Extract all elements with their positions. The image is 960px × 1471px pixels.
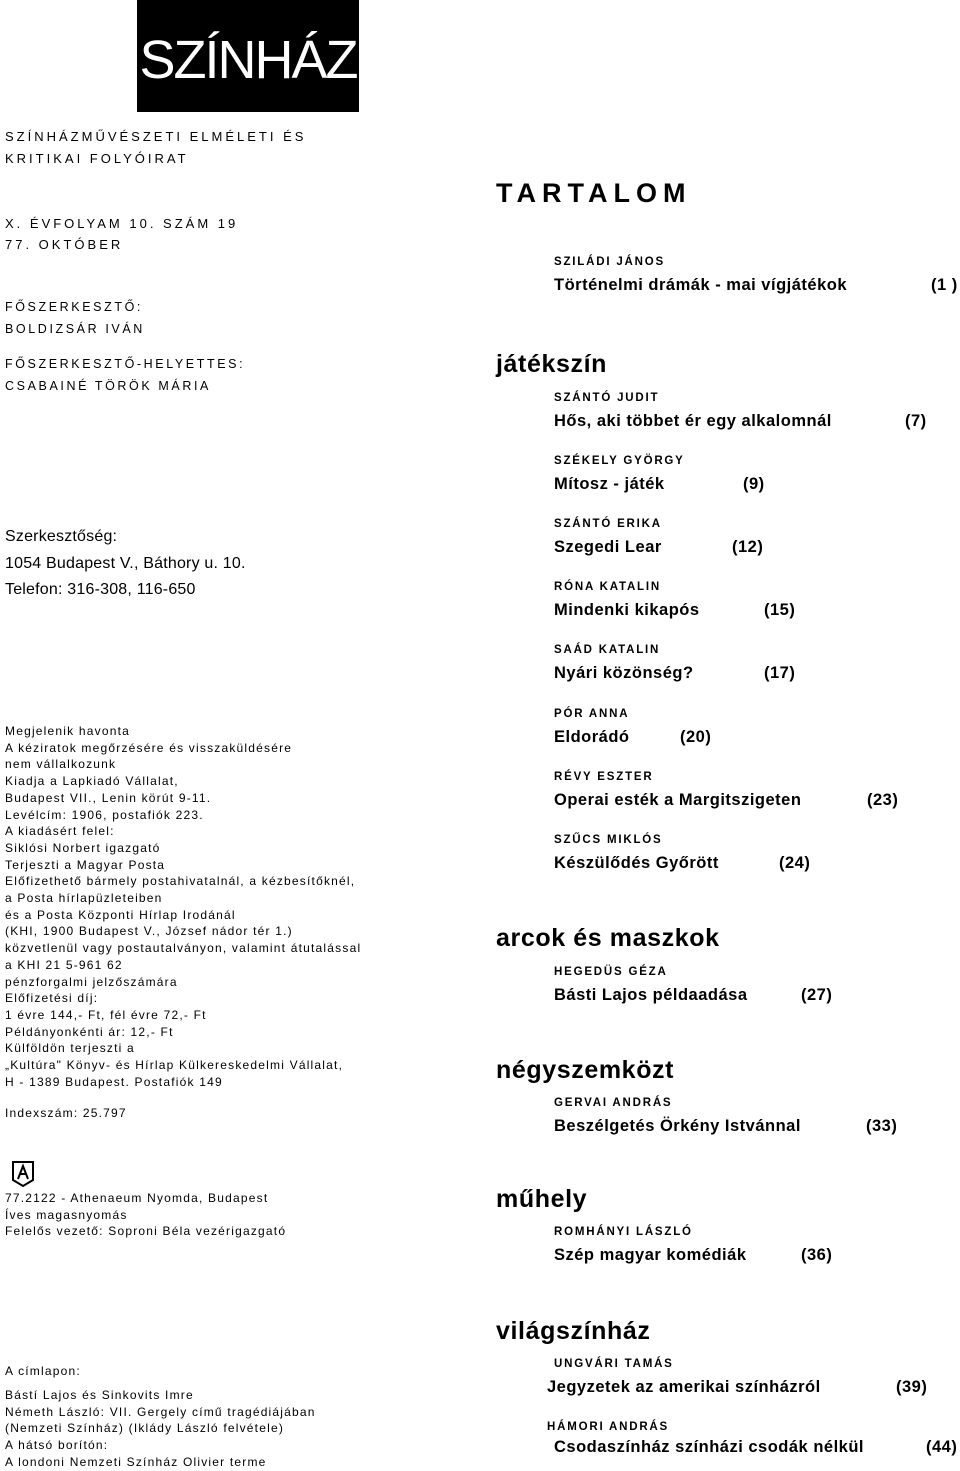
deputy-label: FŐSZERKESZTŐ-HELYETTES: xyxy=(5,357,246,371)
entry-title: Csodaszínház színházi csodák nélkül xyxy=(554,1438,864,1456)
info-line: H - 1389 Budapest. Postafiók 149 xyxy=(5,1074,223,1089)
info-line: a Posta hírlapüzleteiben xyxy=(5,891,163,906)
entry-page: (17) xyxy=(764,664,796,682)
entry-author: PÓR ANNA xyxy=(554,708,630,720)
publication-info xyxy=(5,723,361,1090)
cover-back: A londoni Nemzeti Színház Olivier terme xyxy=(5,1455,267,1469)
editor-label: FŐSZERKESZTŐ: xyxy=(5,300,143,314)
magazine-logo xyxy=(137,0,359,112)
info-line: a KHI 21 5-961 62 xyxy=(5,957,123,972)
entry-page: (12) xyxy=(732,538,764,556)
entry-author: GERVAI ANDRÁS xyxy=(554,1097,673,1109)
entry-author: SZÁNTÓ JUDIT xyxy=(554,392,660,404)
info-line: Terjeszti a Magyar Posta xyxy=(5,857,166,872)
entry-title: Szegedi Lear xyxy=(554,538,662,556)
cover-credits xyxy=(5,1387,316,1454)
info-line: közvetlenül vagy postautalványon, valamint átutalással xyxy=(5,941,362,956)
entry-title: Eldorádó xyxy=(554,728,630,746)
entry-page: (23) xyxy=(867,791,899,809)
section-heading: négyszemközt xyxy=(496,1056,675,1084)
entry-title: Básti Lajos példaadása xyxy=(554,986,748,1004)
entry-author: SZŰCS MIKLÓS xyxy=(554,834,663,846)
info-line: A kéziratok megőrzésére és visszaküldésére xyxy=(5,740,293,755)
info-line: Megjelenik havonta xyxy=(5,724,131,738)
entry-title: Mítosz - játék xyxy=(554,475,665,493)
entry-author: RÓNA KATALIN xyxy=(554,581,661,593)
issue-line1: X. ÉVFOLYAM 10. SZÁM 19 xyxy=(5,216,239,231)
entry-title: Nyári közönség? xyxy=(554,664,694,682)
entry-title: Hős, aki többet ér egy alkalomnál xyxy=(554,412,832,430)
entry-title: Történelmi drámák - mai vígjátékok xyxy=(554,276,848,294)
entry-author: RÉVY ESZTER xyxy=(554,771,654,783)
entry-title: Jegyzetek az amerikai színházról xyxy=(547,1378,821,1396)
info-line: nem vállalkozunk xyxy=(5,757,117,772)
office-label: Szerkesztőség: xyxy=(5,528,118,545)
entry-title: Operai esték a Margitszigeten xyxy=(554,791,802,809)
entry-page: (9) xyxy=(743,475,765,493)
section-heading: műhely xyxy=(496,1185,588,1213)
entry-title: Mindenki kikapós xyxy=(554,601,700,619)
contents-heading: TARTALOM xyxy=(496,178,692,208)
info-line: (KHI, 1900 Budapest V., József nádor tér 1.) xyxy=(5,924,293,939)
entry-author: SAÁD KATALIN xyxy=(554,644,661,656)
info-line: Külföldön terjeszti a xyxy=(5,1041,135,1056)
entry-page: (1 ) xyxy=(931,276,958,294)
entry-page: (44) xyxy=(926,1438,958,1456)
cover-front: Bástí Lajos és Sinkovits Imre xyxy=(5,1388,194,1402)
info-line: Példányonkénti ár: 12,- Ft xyxy=(5,1024,174,1039)
section-heading: arcok és maszkok xyxy=(496,924,720,952)
printer-line: Felelős vezető: Soproni Béla vezérigazgató xyxy=(5,1224,287,1239)
entry-author: ROMHÁNYI LÁSZLÓ xyxy=(554,1226,693,1238)
printer-stamp-icon xyxy=(10,1160,36,1188)
info-line: Előfizethető bármely postahivatalnál, a kézbesítőknél, xyxy=(5,874,356,889)
printer-line: 77.2122 - Athenaeum Nyomda, Budapest xyxy=(5,1191,269,1205)
editor-name: BOLDIZSÁR IVÁN xyxy=(5,322,145,336)
entry-author: SZILÁDI JÁNOS xyxy=(554,256,665,268)
entry-title: Szép magyar komédiák xyxy=(554,1246,747,1264)
entry-page: (15) xyxy=(764,601,796,619)
entry-page: (20) xyxy=(680,728,712,746)
cover-back-label: A hátsó borítón: xyxy=(5,1438,109,1453)
entry-page: (36) xyxy=(801,1246,833,1264)
info-line: „Kultúra" Könyv- és Hírlap Külkereskedelmi Vállalat, xyxy=(5,1058,344,1073)
issue-line2: 77. OKTÓBER xyxy=(5,237,124,252)
cover-front-credit2: (Nemzeti Színház) (Iklády László felvétele) xyxy=(5,1421,285,1436)
info-line: Levélcím: 1906, postafiók 223. xyxy=(5,807,204,822)
logo-text: SZÍNHÁZ xyxy=(139,30,357,90)
printer-info xyxy=(5,1190,286,1240)
info-line: pénzforgalmi jelzőszámára xyxy=(5,974,178,989)
info-line: A kiadásért felel: xyxy=(5,824,115,839)
printer-line: Íves magasnyomás xyxy=(5,1207,128,1222)
office-address: 1054 Budapest V., Báthory u. 10. xyxy=(5,555,246,572)
entry-title: Beszélgetés Örkény Istvánnal xyxy=(554,1117,801,1135)
info-line: Budapest VII., Lenin körút 9-11. xyxy=(5,790,212,805)
info-line: Előfizetési díj: xyxy=(5,991,99,1006)
subtitle-line2: KRITIKAI FOLYÓIRAT xyxy=(5,151,189,166)
entry-title: Készülődés Győrött xyxy=(554,854,719,872)
subtitle-line1: SZÍNHÁZMŰVÉSZETI ELMÉLETI ÉS xyxy=(5,129,307,144)
section-heading: világszínház xyxy=(496,1317,651,1345)
info-line: és a Posta Központi Hírlap Irodánál xyxy=(5,907,236,922)
section-heading: játékszín xyxy=(496,350,608,378)
info-line: Kiadja a Lapkiadó Vállalat, xyxy=(5,774,179,789)
cover-label: A címlapon: xyxy=(5,1364,81,1378)
entry-page: (27) xyxy=(801,986,833,1004)
info-line: 1 évre 144,- Ft, fél évre 72,- Ft xyxy=(5,1007,207,1022)
deputy-name: CSABAINÉ TÖRÖK MÁRIA xyxy=(5,379,211,393)
entry-page: (7) xyxy=(905,412,927,430)
entry-author: HÁMORI ANDRÁS xyxy=(547,1421,669,1433)
entry-author: SZÁNTÓ ERIKA xyxy=(554,518,662,530)
index-number: Indexszám: 25.797 xyxy=(5,1106,127,1120)
entry-author: SZÉKELY GYÖRGY xyxy=(554,455,685,467)
entry-author: HEGEDÜS GÉZA xyxy=(554,966,668,978)
entry-page: (33) xyxy=(866,1117,898,1135)
office-phone: Telefon: 316-308, 116-650 xyxy=(5,581,196,598)
info-line: Siklósi Norbert igazgató xyxy=(5,840,161,855)
entry-page: (24) xyxy=(779,854,811,872)
entry-author: UNGVÁRI TAMÁS xyxy=(554,1358,674,1370)
cover-front-credit: Németh László: VII. Gergely című tragédiájában xyxy=(5,1404,316,1419)
entry-page: (39) xyxy=(896,1378,928,1396)
